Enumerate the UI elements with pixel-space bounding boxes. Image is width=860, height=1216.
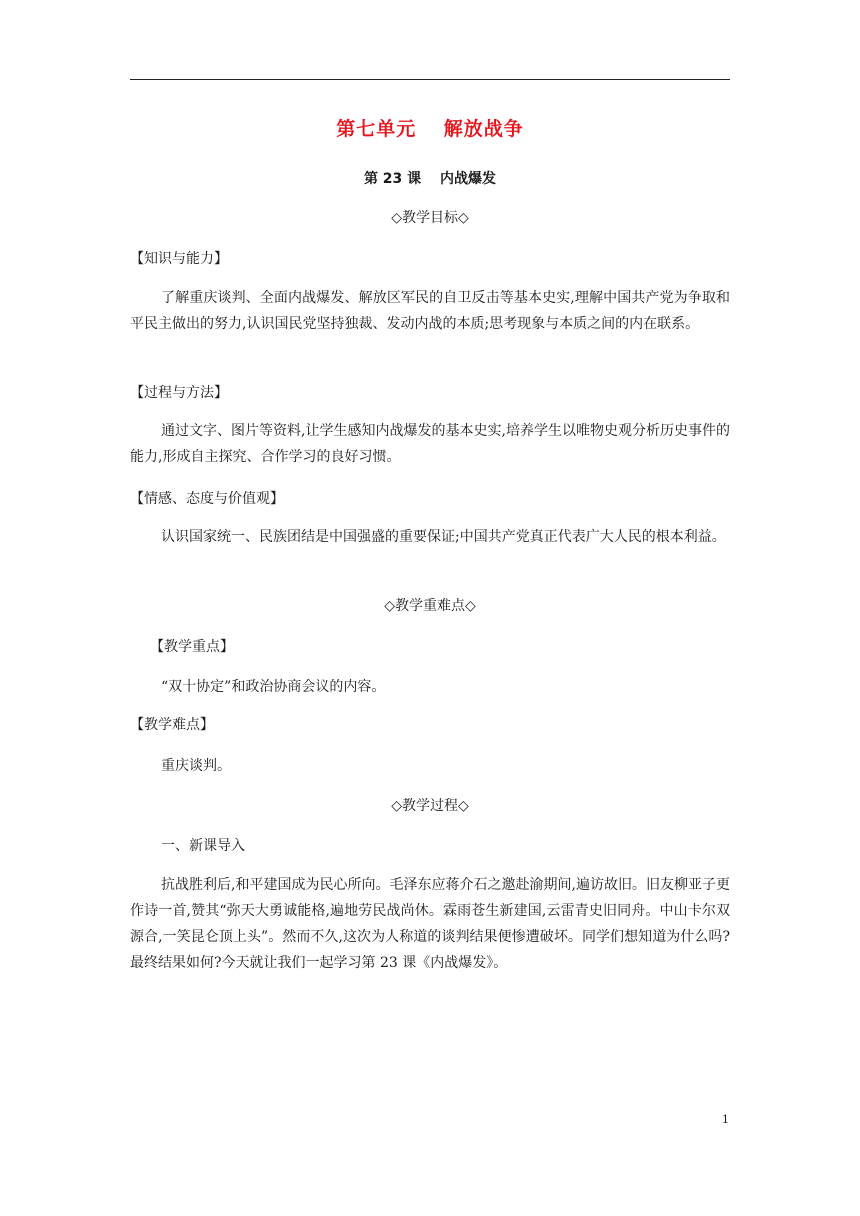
emotion-heading: 【情感、态度与价值观】 [130, 491, 284, 507]
process-section-heading: ◇教学过程◇ [391, 798, 469, 814]
intro-heading: 一、新课导入 [161, 838, 245, 854]
goals-heading: ◇教学目标◇ [391, 210, 469, 226]
intro-text: 抗战胜利后,和平建国成为民心所向。毛泽东应蒋介石之邀赴渝期间,遍访故旧。旧友柳亚子更作诗一首,赞其“弥天大勇诚能格,遍地劳民战尚休。霖雨苍生新建国,云雷青史旧同舟。中山卡尔双源合,一笑昆仑顶上头”。然而不久,这次为人称道的谈判结果便惨遭破坏。同学们想知道为什么吗?最终结果如何?今天就让我们一起学习第 23 课《内战爆发》。 [130, 877, 730, 971]
key-points-heading: 【教学重点】 [150, 639, 234, 655]
emotion-text: 认识国家统一、民族团结是中国强盛的重要保证;中国共产党真正代表广大人民的根本利益。 [161, 529, 726, 545]
key-points-text: “双十协定”和政治协商会议的内容。 [161, 679, 386, 695]
key-difficult-heading: ◇教学重难点◇ [384, 598, 476, 614]
difficult-heading: 【教学难点】 [130, 717, 214, 733]
page-number: 1 [722, 1113, 729, 1126]
unit-title: 第七单元 解放战争 [336, 118, 524, 140]
difficult-text: 重庆谈判。 [161, 758, 231, 774]
process-heading: 【过程与方法】 [130, 385, 228, 401]
knowledge-heading: 【知识与能力】 [130, 251, 228, 267]
lesson-title: 第 23 课 内战爆发 [363, 171, 497, 187]
header-rule [130, 79, 730, 80]
process-text: 通过文字、图片等资料,让学生感知内战爆发的基本史实,培养学生以唯物史观分析历史事件的能力,形成自主探究、合作学习的良好习惯。 [130, 423, 730, 465]
knowledge-text: 了解重庆谈判、全面内战爆发、解放区军民的自卫反击等基本史实,理解中国共产党为争取和平民主做出的努力,认识国民党坚持独裁、发动内战的本质;思考现象与本质之间的内在联系。 [130, 290, 730, 332]
